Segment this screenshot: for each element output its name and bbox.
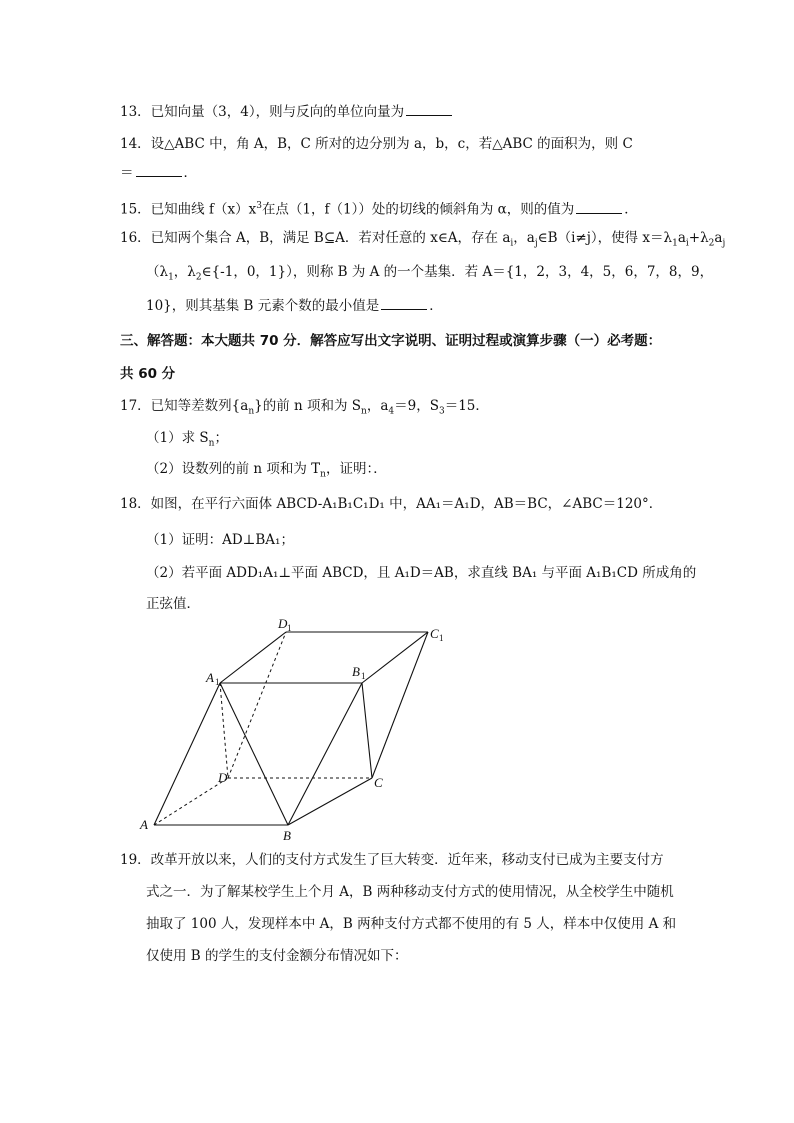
q16-l2b: ，λ bbox=[173, 264, 196, 280]
q17-p1-sub: n bbox=[208, 438, 215, 449]
label-C1-sub: 1 bbox=[439, 633, 444, 643]
q14-line1: 14．设△ABC 中，角 A，B，C 所对的边分别为 a，b，c，若△ABC 的面积为，则 C bbox=[120, 136, 633, 152]
q16-l1e: +λ bbox=[688, 230, 709, 246]
q16-l2a: （λ bbox=[146, 264, 169, 280]
q14-eq: ＝ bbox=[120, 165, 134, 181]
q16-sub-i2: i bbox=[685, 238, 689, 249]
parallelepiped-figure bbox=[130, 610, 450, 840]
q16-sub-2a: 2 bbox=[708, 238, 715, 249]
label-B1-sub: 1 bbox=[361, 671, 366, 681]
label-C: C bbox=[374, 775, 383, 790]
edge-A1B bbox=[220, 683, 288, 825]
q15-suffix: ． bbox=[624, 201, 638, 218]
label-B1: B bbox=[352, 664, 360, 679]
q13-blank bbox=[406, 103, 452, 116]
q16-sub-j2: j bbox=[722, 238, 726, 249]
q14-line2 bbox=[120, 163, 197, 183]
q17-sub-3: 3 bbox=[438, 406, 445, 417]
label-A1: A bbox=[206, 670, 214, 685]
q16-l3-suffix: ． bbox=[429, 298, 443, 314]
q16-l3: 10}，则其基集 B 元素个数的最小值是 bbox=[146, 298, 380, 314]
q17-b: }的前 n 项和为 S bbox=[254, 398, 362, 414]
q16-blank bbox=[381, 297, 427, 310]
q19-line1: 19．改革开放以来，人们的支付方式发生了巨大转变．近年来，移动支付已成为主要支付方 bbox=[120, 852, 664, 868]
q17-part1 bbox=[146, 428, 228, 454]
label-D: D bbox=[218, 770, 228, 785]
q15-sup: 3 bbox=[256, 201, 262, 211]
q17-sub-4: 4 bbox=[388, 406, 395, 417]
q16-l1c: ∈B（i≠j），使得 x＝λ bbox=[537, 230, 673, 246]
q16-line3 bbox=[146, 296, 443, 316]
q18-stem: 18．如图，在平行六面体 ABCD-A₁B₁C₁D₁ 中，AA₁＝A₁D，AB＝BC，∠ABC＝120°． bbox=[120, 496, 663, 512]
q16-sub-j: j bbox=[534, 238, 538, 249]
section3-line2: 共 60 分 bbox=[120, 366, 176, 382]
q18-part1: （1）证明：AD⊥BA₁； bbox=[146, 532, 294, 548]
q17-p2-sub: n bbox=[320, 469, 326, 480]
q16-l1a: 16．已知两个集合 A，B，满足 B⊆A．若对任意的 x∈A，存在 a bbox=[120, 230, 511, 246]
edge-AA1 bbox=[154, 683, 220, 825]
q19-line2: 式之一．为了解某校学生上个月 A，B 两种移动支付方式的使用情况，从全校学生中随机 bbox=[146, 884, 674, 900]
q18-part2: （2）若平面 ADD₁A₁⊥平面 ABCD，且 A₁D＝AB，求直线 BA₁ 与平面 A₁B₁CD 所成角的 bbox=[146, 565, 697, 581]
q13-text: 13．已知向量（3，4），则与反向的单位向量为 bbox=[120, 104, 405, 120]
q15-blank bbox=[576, 201, 622, 214]
label-B: B bbox=[283, 828, 291, 840]
q17-sub-n2: n bbox=[361, 406, 367, 417]
edge-D1A1 bbox=[220, 632, 286, 683]
q16-sub-2b: 2 bbox=[195, 272, 202, 283]
q14-period: ． bbox=[183, 165, 197, 181]
q18-part2-cont: 正弦值． bbox=[146, 596, 200, 612]
q16-sub-i: i bbox=[510, 238, 514, 249]
q19-line3: 抽取了 100 人，发现样本中 A，B 两种支付方式都不使用的有 5 人，样本中仅使用 A 和 bbox=[146, 916, 677, 932]
q17-p2b: ，证明：． bbox=[325, 461, 387, 477]
q17-e: ＝15． bbox=[444, 398, 489, 414]
q17-stem bbox=[120, 396, 489, 422]
q16-l1b: ，a bbox=[513, 230, 535, 246]
q17-d: ＝9，S bbox=[394, 398, 439, 414]
q17-a: 17．已知等差数列{a bbox=[120, 398, 249, 414]
label-C1: C bbox=[430, 626, 439, 641]
q17-c: ，a bbox=[366, 398, 389, 414]
label-D1-sub: 1 bbox=[287, 623, 292, 633]
q15-prefix: 15．已知曲线 f（x）x bbox=[120, 201, 257, 218]
q16-sub-1b: 1 bbox=[168, 272, 174, 283]
q15-line bbox=[120, 196, 638, 220]
q17-p2a: （2）设数列的前 n 项和为 T bbox=[146, 461, 321, 477]
q13-line bbox=[120, 102, 454, 122]
q17-sub-n: n bbox=[248, 406, 255, 417]
q16-l2c: ∈{-1，0，1}），则称 B 为 A 的一个基集．若 A＝{1，2，3，4，5，6，7，8，9， bbox=[201, 264, 714, 280]
q16-line2 bbox=[146, 262, 713, 288]
q16-line1 bbox=[120, 228, 725, 254]
q16-l1f: a bbox=[714, 230, 723, 246]
q19-line4: 仅使用 B 的学生的支付金额分布情况如下： bbox=[146, 948, 408, 964]
q16-l1d: a bbox=[677, 230, 686, 246]
edge-B1C bbox=[362, 683, 372, 778]
q16-sub-1a: 1 bbox=[672, 238, 678, 249]
q14-blank bbox=[136, 164, 182, 177]
label-A1-sub: 1 bbox=[215, 677, 220, 687]
label-A: A bbox=[140, 817, 148, 832]
q17-p1a: （1）求 S bbox=[146, 430, 209, 446]
section3-line1: 三、解答题：本大题共 70 分．解答应写出文字说明、证明过程或演算步骤（一）必考题： bbox=[120, 333, 662, 349]
q17-part2 bbox=[146, 459, 387, 485]
q17-p1b: ； bbox=[214, 430, 228, 446]
q15-middle: 在点（1，f（1））处的切线的倾斜角为 α，则的值为 bbox=[261, 201, 575, 218]
label-D1: D bbox=[278, 616, 288, 631]
